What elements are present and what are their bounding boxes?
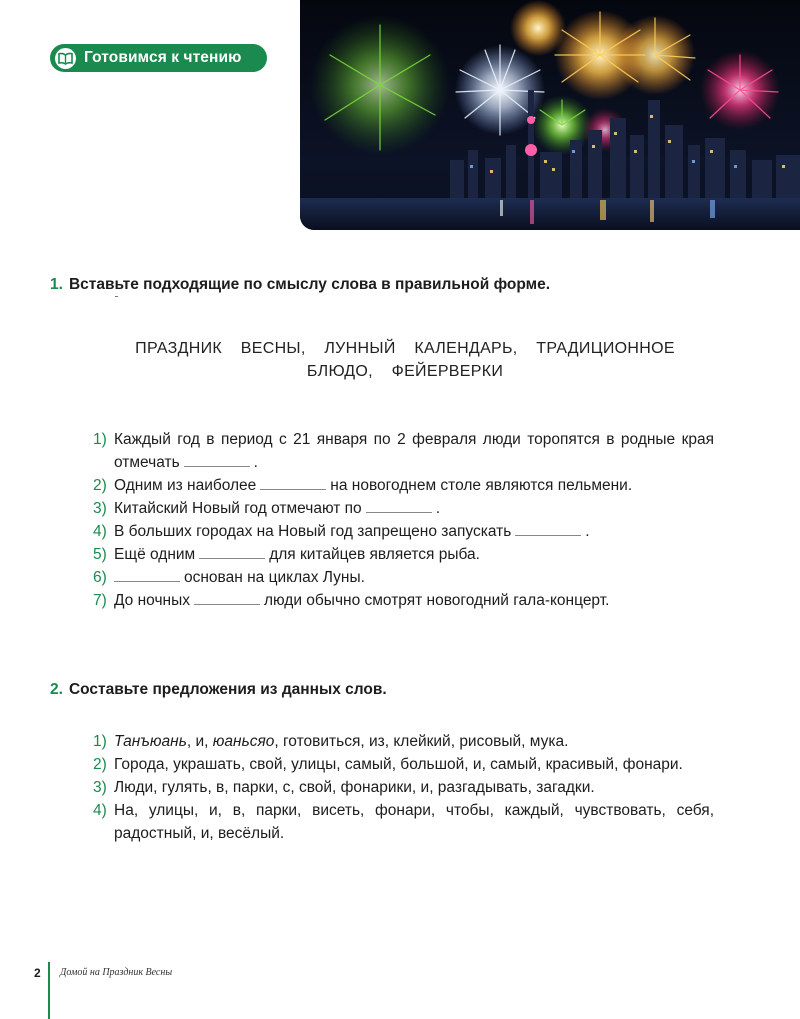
open-book-icon <box>55 48 76 69</box>
item-text: В больших городах на Новый год запрещено запускать <box>114 523 512 540</box>
item-number: 7) <box>93 592 107 609</box>
task-1-title-text: Вставьте подходящие по смыслу слова в правильной форме. <box>68 276 551 293</box>
divider-mark <box>115 296 118 297</box>
item-text: люди обычно смотрят новогодний гала-концерт. <box>263 592 610 609</box>
answer-blank[interactable] <box>199 546 265 559</box>
item-text: Люди, гулять, в, парки, с, свой, фонарики, и, разгадывать, загадки. <box>114 779 595 796</box>
item-text: Каждый год в период с 21 января по 2 февраля люди торопятся в родные края отмечать <box>114 431 714 471</box>
answer-blank[interactable] <box>366 500 432 513</box>
item-number: 1) <box>93 733 107 750</box>
item-number: 2) <box>93 477 107 494</box>
answer-blank[interactable] <box>114 569 180 582</box>
word-bank: ПРАЗДНИК ВЕСНЫ, ЛУННЫЙ КАЛЕНДАРЬ, ТРАДИЦИОННОЕ БЛЮДО, ФЕЙЕРВЕРКИ <box>135 340 675 380</box>
list-item <box>0 730 800 753</box>
item-number: 2) <box>93 756 107 773</box>
item-number: 3) <box>93 779 107 796</box>
task-2-list <box>0 730 800 845</box>
item-number: 4) <box>93 523 107 540</box>
item-text: , и, <box>186 733 213 750</box>
list-item <box>0 589 800 612</box>
item-number: 4) <box>93 802 107 819</box>
section-title: Готовимся к чтению <box>84 49 242 66</box>
book-title: Домой на Праздник Весны <box>60 967 173 978</box>
item-text: . <box>435 500 440 517</box>
item-text: До ночных <box>114 592 190 609</box>
item-text-italic: Танъюань <box>114 733 187 750</box>
list-item <box>0 474 800 497</box>
item-text: для китайцев является рыба. <box>269 546 480 563</box>
list-item <box>0 799 800 845</box>
item-text: Города, украшать, свой, улицы, самый, большой, и, самый, красивый, фонари. <box>114 756 683 773</box>
list-item <box>0 776 800 799</box>
task-1-title <box>50 276 550 294</box>
task-1-list <box>0 428 800 612</box>
item-text: . <box>253 454 258 471</box>
task-2-title <box>50 681 387 699</box>
task-2-title-text: Составьте предложения из данных слов. <box>68 681 387 698</box>
item-number: 5) <box>93 546 107 563</box>
answer-blank[interactable] <box>515 523 581 536</box>
answer-blank[interactable] <box>194 592 260 605</box>
item-text: , готовиться, из, клейкий, рисовый, мука. <box>274 733 569 750</box>
item-text-italic: юаньсяо <box>212 733 275 750</box>
section-badge <box>50 44 267 72</box>
answer-blank[interactable] <box>184 454 250 467</box>
list-item <box>0 428 800 474</box>
item-text: Китайский Новый год отмечают по <box>114 500 362 517</box>
list-item <box>0 753 800 776</box>
list-item <box>0 566 800 589</box>
item-text: Ещё одним <box>114 546 196 563</box>
answer-blank[interactable] <box>260 477 326 490</box>
item-number: 3) <box>93 500 107 517</box>
task-2-number: 2. <box>50 681 63 698</box>
fireworks-photo <box>300 0 800 230</box>
item-text: основан на циклах Луны. <box>184 569 365 586</box>
list-item <box>0 543 800 566</box>
footer-divider <box>48 962 50 1019</box>
page-number: 2 <box>34 966 41 980</box>
task-1-number: 1. <box>50 276 63 293</box>
list-item <box>0 520 800 543</box>
item-text: . <box>585 523 590 540</box>
item-number: 6) <box>93 569 107 586</box>
list-item <box>0 497 800 520</box>
item-number: 1) <box>93 431 107 448</box>
item-text: на новогоднем столе являются пельмени. <box>330 477 633 494</box>
item-text: На, улицы, и, в, парки, висеть, фонари, чтобы, каждый, чувствовать, себя, радостный, и, весёлый. <box>114 802 714 842</box>
item-text: Одним из наиболее <box>114 477 257 494</box>
